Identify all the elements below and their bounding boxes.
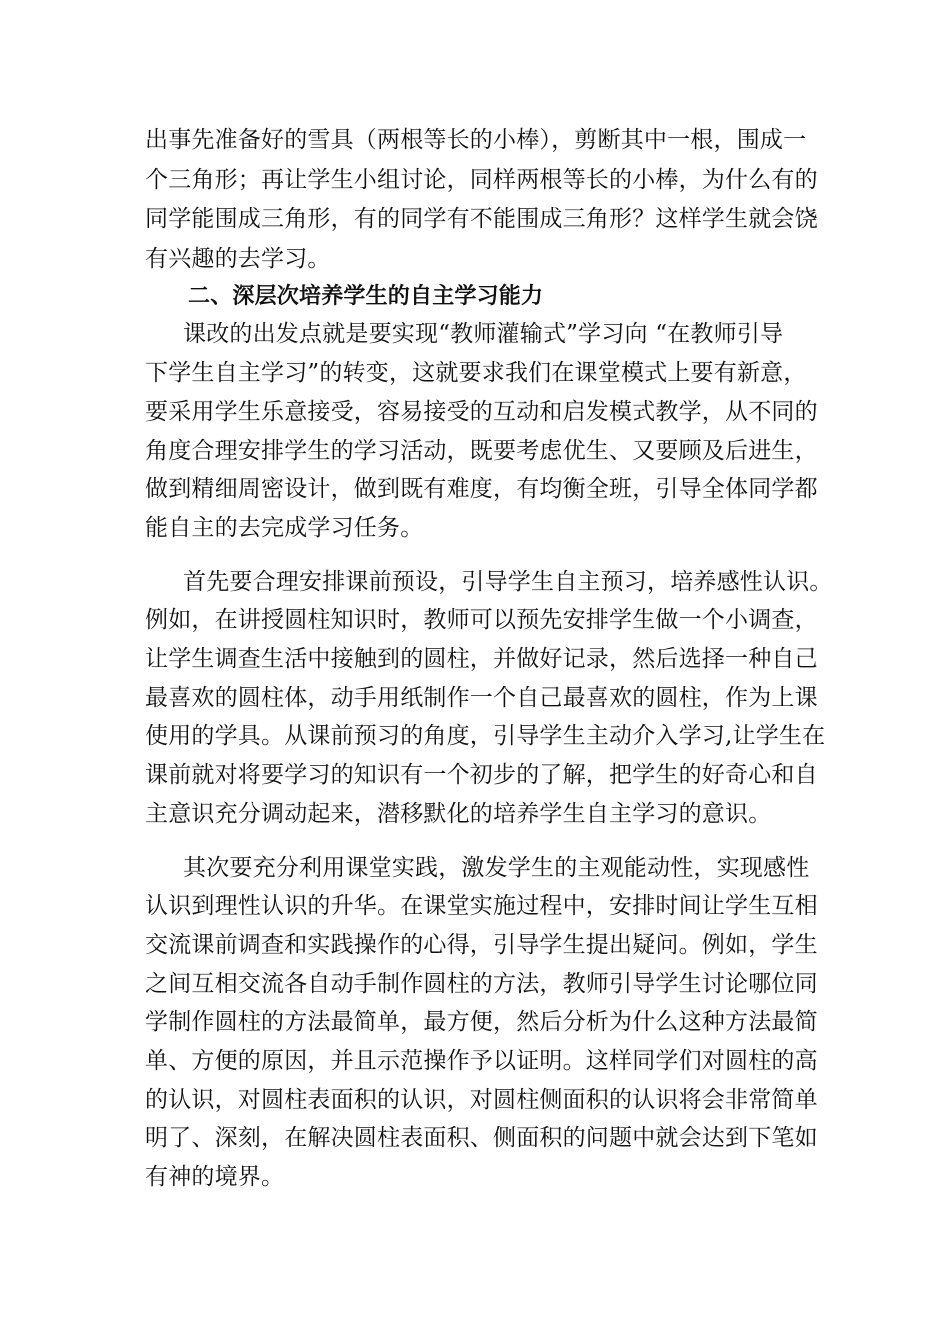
paragraph-4-line-2: 认识到理性认识的升华。在课堂实施过程中，安排时间让学生互相 [145, 893, 818, 919]
paragraph-1-line-3: 同学能围成三角形，有的同学有不能围成三角形？这样学生就会饶 [145, 206, 818, 232]
paragraph-4-line-8: 明了、深刻，在解决圆柱表面积、侧面积的问题中就会达到下笔如 [145, 1125, 818, 1151]
paragraph-3-line-2: 例如，在讲授圆柱知识时，教师可以预先安排学生做一个小调查， [145, 607, 818, 633]
paragraph-2-line-3: 要采用学生乐意接受，容易接受的互动和启发模式教学，从不同的 [145, 399, 818, 425]
paragraph-2-line-5: 做到精细周密设计，做到既有难度，有均衡全班，引导全体同学都 [145, 476, 818, 502]
paragraph-2-line-1: 课改的出发点就是要实现“教师灌输式”学习向 “在教师引导 [183, 321, 784, 347]
paragraph-4-line-9: 有神的境界。 [145, 1164, 285, 1190]
paragraph-1-line-2: 个三角形；再让学生小组讨论，同样两根等长的小棒，为什么有的 [145, 167, 818, 193]
paragraph-4-line-5: 学制作圆柱的方法最简单，最方便，然后分析为什么这种方法最简 [145, 1009, 818, 1035]
paragraph-4-line-6: 单、方便的原因，并且示范操作予以证明。这样同学们对圆柱的高 [145, 1048, 818, 1074]
paragraph-2-line-6: 能自主的去完成学习任务。 [145, 515, 424, 541]
paragraph-3-line-1: 首先要合理安排课前预设，引导学生自主预习，培养感性认识。 [183, 569, 833, 595]
paragraph-4-line-1: 其次要充分利用课堂实践，激发学生的主观能动性，实现感性 [183, 855, 810, 881]
paragraph-2-line-2: 下学生自主学习”的转变，这就要求我们在课堂模式上要有新意， [145, 360, 807, 386]
paragraph-3-line-5: 使用的学具。从课前预习的角度，引导学生主动介入学习,让学生在 [145, 723, 826, 749]
paragraph-4-line-7: 的认识，对圆柱表面积的认识，对圆柱侧面积的认识将会非常简单 [145, 1087, 818, 1113]
paragraph-3-line-3: 让学生调查生活中接触到的圆柱，并做好记录，然后选择一种自己 [145, 646, 818, 672]
paragraph-4-line-3: 交流课前调查和实践操作的心得，引导学生提出疑问。例如，学生 [145, 932, 818, 958]
paragraph-2-line-4: 角度合理安排学生的学习活动，既要考虑优生、又要顾及后进生， [145, 438, 818, 464]
paragraph-1-line-4: 有兴趣的去学习。 [145, 246, 331, 272]
paragraph-3-line-6: 课前就对将要学习的知识有一个初步的了解，把学生的好奇心和自 [145, 762, 818, 788]
paragraph-4-line-4: 之间互相交流各自动手制作圆柱的方法，教师引导学生讨论哪位同 [145, 971, 818, 997]
paragraph-1-line-1: 出事先准备好的雪具（两根等长的小棒），剪断其中一根，围成一 [145, 127, 807, 153]
paragraph-3-line-4: 最喜欢的圆柱体，动手用纸制作一个自己最喜欢的圆柱，作为上课 [145, 685, 818, 711]
paragraph-3-line-7: 主意识充分调动起来，潜移默化的培养学生自主学习的意识。 [145, 801, 772, 827]
section-heading: 二、深层次培养学生的自主学习能力 [188, 284, 544, 309]
